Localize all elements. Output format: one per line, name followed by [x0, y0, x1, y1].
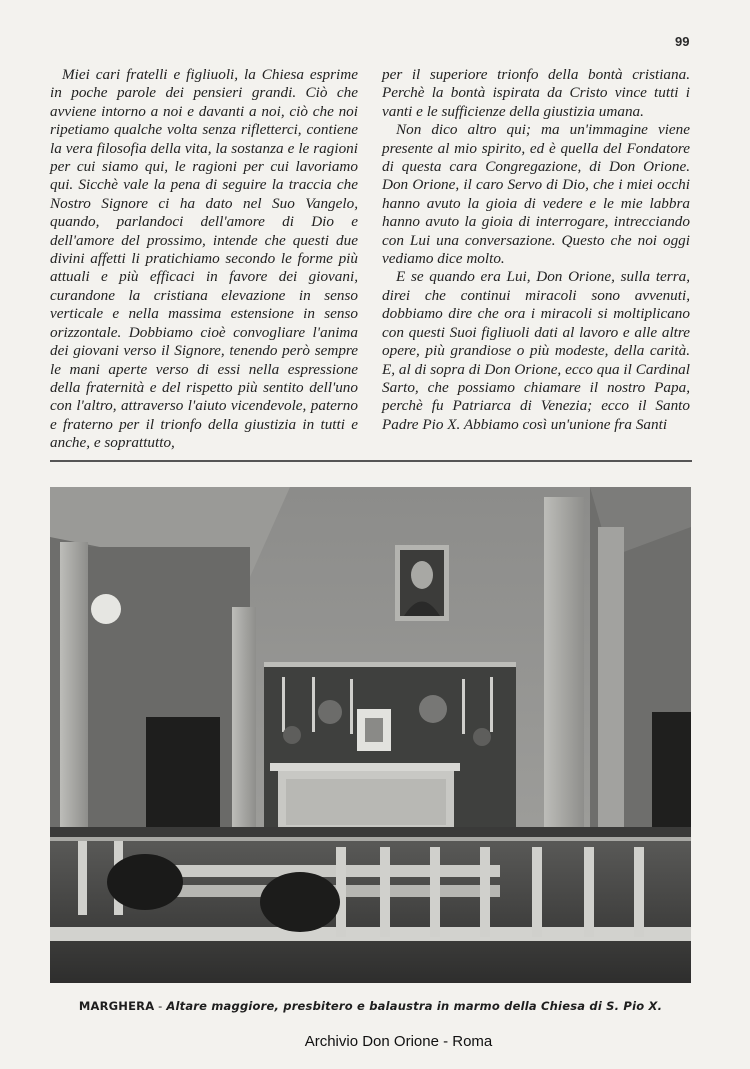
- paragraph: per il superiore trionfo della bontà cristiana. Perchè la bontà ispirata da Cristo vince tutti i vanti e le sufficienze della giustizia umana.: [382, 66, 690, 120]
- page-number: 99: [675, 34, 690, 49]
- photo-caption: [50, 999, 691, 1013]
- caption-separator: -: [154, 999, 167, 1013]
- paragraph: Non dico altro qui; ma un'immagine viene presente al mio spirito, ed è quella del Fondatore di questa cara Congregazione, di Don Orione. Don Orione, il caro Servo di Dio, che i miei occhi hanno avuto la gioia di vedere e le mie labbra hanno avuto la gioia di interrogare, intrecciando con Lui una conversazione. Questo che noi oggi vediamo dice molto.: [382, 121, 690, 268]
- caption-text: Altare maggiore, presbitero e balaustra in marmo della Chiesa di S. Pio X.: [166, 999, 663, 1013]
- archive-footer: Archivio Don Orione - Roma: [304, 1033, 493, 1050]
- section-divider: [50, 460, 692, 462]
- paragraph: E se quando era Lui, Don Orione, sulla terra, direi che continui miracoli sono avvenuti, dobbiamo dire che ora i miracoli si moltiplicano con questi Suoi figliuoli dati al lavoro e alle altre opere, più grandiose o più modeste, della carità. E, al di sopra di Don Orione, ecco qua il Cardinal Sarto, che possiamo chiamare il nostro Papa, perchè fu Patriarca di Venezia; ecco il Santo Padre Pio X. Abbiamo così un'unione fra Santi: [382, 268, 690, 433]
- church-altar-photo: [50, 487, 691, 983]
- text-column-right: [382, 66, 690, 434]
- paragraph: Miei cari fratelli e figliuoli, la Chiesa esprime in poche parole dei pensieri grandi. Ciò che avviene intorno a noi e davanti a noi, ciò che noi ripetiamo qualche volta senza rifletterci, contiene la vera filosofia della vita, la sostanza e le ragioni per cui siamo qui, le ragioni per cui lavoriamo qui. Sicchè vale la pena di seguire la traccia che Nostro Signore ci ha dato nel Suo Vangelo, quando, parlandoci dell'amore di Dio e dell'amore del prossimo, intende che questi due divini affetti li pratichiamo secondo le forme più attuali e più efficaci in favore dei giovani, curandone la cristiana elevazione in senso verticale e nella massima estensione in senso orizzontale. Dobbiamo cioè convogliare l'anima dei giovani verso il Signore, tenendo però sempre le mani aperte verso di essi nella espressione della fraternità e del rispetto più sentito dell'uno con l'altro, attraverso l'aiuto vicendevole, paterno e fraterno per il trionfo della giustizia in tutti e anche, e soprattutto,: [50, 66, 358, 452]
- text-column-left: [50, 66, 358, 453]
- caption-place: MARGHERA: [78, 999, 155, 1013]
